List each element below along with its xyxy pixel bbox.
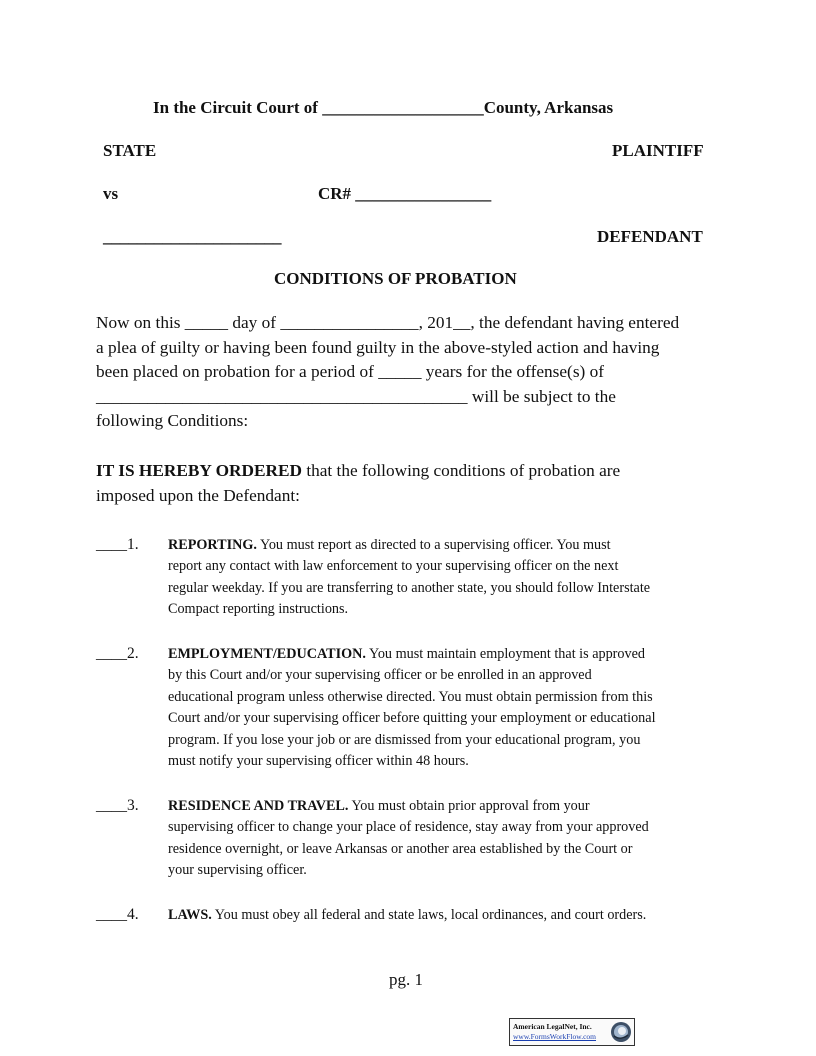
intro-word: for [466, 362, 487, 382]
defendant-label: DEFENDANT [597, 227, 703, 246]
vs-label: vs [103, 184, 119, 203]
publisher-link[interactable]: www.FormsWorkFlow.com [513, 1032, 597, 1041]
condition-2 [168, 644, 728, 772]
intro-paragraph [96, 311, 720, 434]
publisher-name: American LegalNet, Inc. [513, 1022, 592, 1031]
order-paragraph [96, 459, 720, 508]
condition-3-line: supervising officer to change your place of residence, stay away from your approved [168, 819, 649, 836]
condition-3-line: your supervising officer. [168, 862, 307, 879]
condition-4 [168, 905, 728, 926]
order-heading: IT IS HEREBY ORDERED [96, 461, 302, 480]
condition-4-line [168, 905, 728, 926]
case-number-field: CR# ________________ [318, 184, 492, 203]
intro-word: of [589, 362, 605, 382]
offense-blank: ___________________________________________ [96, 386, 468, 406]
condition-3 [168, 796, 728, 882]
intro-line-4 [96, 385, 720, 410]
publisher-badge[interactable] [509, 1018, 635, 1046]
intro-word: been [96, 362, 129, 382]
intro-word: subject [523, 386, 573, 406]
intro-word: probation [203, 362, 271, 382]
condition-1-text: You must report as directed to a supervising officer. You must [256, 537, 611, 553]
condition-3-text: You must obtain prior approval from your [348, 798, 590, 814]
condition-1-initial-blank: ____1. [96, 536, 139, 553]
intro-word: the [491, 362, 513, 382]
order-line-1 [96, 459, 720, 484]
condition-3-heading: RESIDENCE AND TRAVEL. [168, 798, 349, 814]
globe-logo-icon [610, 1021, 632, 1043]
condition-3-initial-blank: ____3. [96, 797, 139, 814]
defendant-name-blank: _____________________ [103, 227, 282, 246]
intro-word: a [299, 362, 307, 382]
condition-1-line: Compact reporting instructions. [168, 601, 349, 618]
intro-word: placed [132, 362, 179, 382]
intro-line-1: Now on this _____ day of ________________, 201__, the defendant having entered [96, 313, 680, 332]
condition-4-initial-blank: ____4. [96, 906, 139, 923]
intro-line-2: a plea of guilty or having been found guilty in the above-styled action and having [96, 337, 660, 357]
intro-line-3 [96, 360, 720, 385]
condition-3-line [168, 796, 728, 817]
intro-word: of [359, 362, 374, 382]
condition-2-line: by this Court and/or your supervising officer or be enrolled in an approved [168, 667, 592, 684]
order-line-2: imposed upon the Defendant: [96, 485, 300, 505]
plaintiff-label: PLAINTIFF [612, 141, 704, 160]
intro-word: be [503, 386, 520, 406]
intro-word: to [577, 386, 591, 406]
condition-4-heading: LAWS. [168, 907, 212, 923]
intro-word: period [311, 362, 356, 382]
condition-2-line: program. If you lose your job or are dismissed from your educational program, you [168, 731, 641, 748]
condition-1-heading: REPORTING. [168, 537, 257, 553]
condition-2-heading: EMPLOYMENT/EDUCATION. [168, 646, 366, 662]
intro-word: offense(s) [516, 362, 586, 382]
intro-word: will [471, 386, 499, 406]
state-label: STATE [103, 141, 157, 160]
condition-2-line: Court and/or your supervising officer before quitting your employment or educational [168, 710, 656, 727]
condition-4-text: You must obey all federal and state laws, local ordinances, and court orders. [211, 907, 647, 923]
intro-word: years [425, 362, 463, 382]
condition-1-line [168, 535, 728, 556]
intro-line-5: following Conditions: [96, 411, 249, 431]
condition-2-text: You must maintain employment that is approved [365, 646, 645, 662]
page-number: pg. 1 [389, 970, 423, 989]
order-text: that the following conditions of probation are [302, 461, 621, 480]
court-heading: In the Circuit Court of ___________________County, Arkansas [153, 98, 614, 117]
intro-word: the [594, 386, 616, 406]
condition-1-line: regular weekday. If you are transferring to another state, you should follow Interstate [168, 579, 651, 596]
intro-word: for [274, 362, 295, 382]
document-title: CONDITIONS OF PROBATION [274, 269, 517, 288]
condition-2-line: educational program unless otherwise directed. You must obtain permission from this [168, 688, 653, 705]
condition-2-initial-blank: ____2. [96, 645, 139, 662]
intro-word: _____ [378, 362, 422, 382]
condition-2-line: must notify your supervising officer within 48 hours. [168, 753, 469, 770]
condition-1 [168, 535, 728, 621]
condition-3-line: residence overnight, or leave Arkansas or another area established by the Court or [168, 840, 633, 857]
condition-1-line: report any contact with law enforcement to your supervising officer on the next [168, 558, 619, 575]
condition-2-line [168, 644, 728, 665]
intro-word: on [182, 362, 200, 382]
